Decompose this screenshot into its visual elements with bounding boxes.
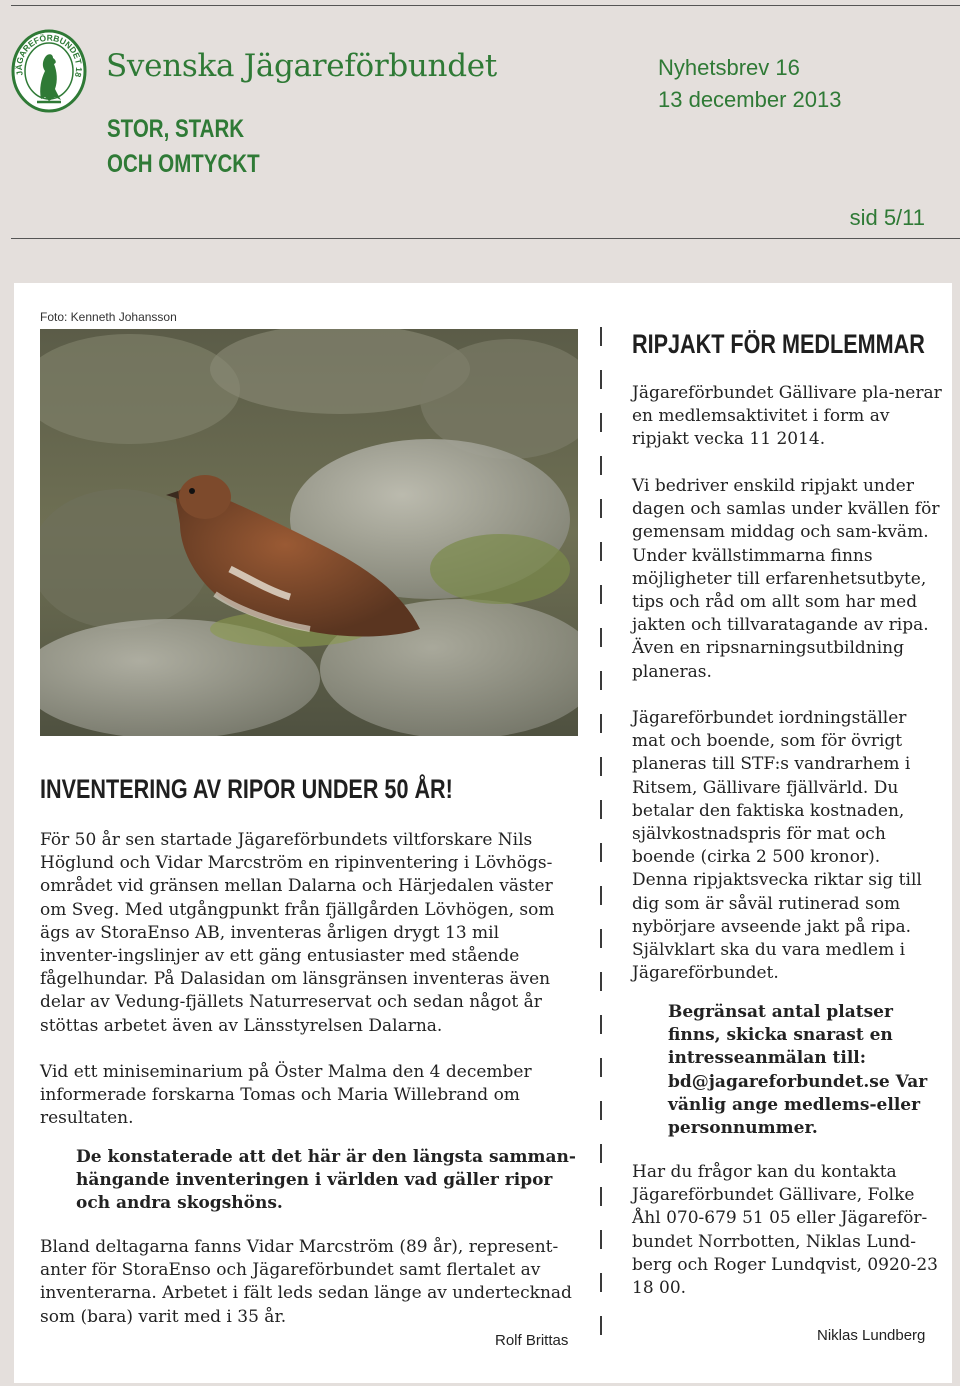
header-rule [11,238,960,239]
association-logo [11,29,87,113]
issue-number: Nyhetsbrev 16 [658,55,800,80]
ptarmigan-photo [40,329,578,736]
left-paragraph-4: Bland deltagarna fanns Vidar Marcström (89 år), represent-anter för StoraEnso och Jägareförbundet samt flertalet av inventerarna. Arbetet i fält leds sedan länge av undertecknad som (bara) varit med i 35 år. [40,1237,572,1327]
logo-text: JÄGAREFÖRBUNDET 18 [13,32,85,79]
right-signature: Niklas Lundberg [817,1327,926,1344]
issue-info [658,52,841,116]
photo-credit: Foto: Kenneth Johansson [40,310,177,324]
tagline [107,112,260,182]
right-paragraph-3: Jägareförbundet iordningställer mat och boende, som för övrigt planeras till STF:s vandrarhem i Ritsem, Gällivare fjällvärld. Du betalar den faktiska kostnaden, självkostnadspris för mat och boende (cirka 2 500 kronor). Denna ripjaktsvecka riktar sig till dig som är såväl rutinerad som nybörjare avseende jakt på ripa. Självklart ska du vara medlem i Jägareförbundet. [632,708,922,984]
issue-date: 13 december 2013 [658,87,842,112]
column-divider [600,327,602,1352]
left-highlight-quote: De konstaterade att det här är den längsta samman-hängande inventeringen i världen vad gäller ripor och andra skogshöns. [76,1147,576,1214]
left-signature: Rolf Brittas [495,1332,569,1349]
right-paragraph-5: Har du frågor kan du kontakta Jägareförbundet Gällivare, Folke Åhl 070-679 51 05 eller Jägareför-bundet Norrbotten, Niklas Lund-berg och Roger Lundqvist, 0920-23 18 00. [632,1162,938,1299]
top-rule [11,5,960,6]
left-paragraph-1: För 50 år sen startade Jägareförbundets viltforskare Nils Höglund och Vidar Marcström en ripinventering i Lövhögs-området vid gränsen mellan Dalarna och Härjedalen väster om Sveg. Med utgångpunkt från fjällgården Lövhögen, som ägs av StoraEnso AB, inventeras årligen drygt 13 mil inventer-ingslinjer av ett gäng entusiaster med stående fågelhundar. På Dalasidan om länsgränsen inventeras även delar av Vedung-fjällets Naturreservat och sedan något år stöttas arbetet även av Länsstyrelsen Dalarna. [40,830,555,1036]
tagline-line-2: OCH OMTYCKT [107,150,260,178]
organization-name: Svenska Jägareförbundet [106,48,497,84]
tagline-line-1: STOR, STARK [107,115,245,143]
left-headline: INVENTERING AV RIPOR UNDER 50 ÅR! [40,774,453,804]
right-paragraph-2: Vi bedriver enskild ripjakt under dagen och samlas under kvällen för gemensam middag och sam-kväm. Under kvällstimmarna finns möjligheter till erfarenhetsutbyte, tips och råd om allt som har med jakten och tillvaratagande av ripa. Även en ripsnarningsutbildning planeras. [632,476,940,682]
right-headline: RIPJAKT FÖR MEDLEMMAR [632,329,925,359]
right-paragraph-1: Jägareförbundet Gällivare pla-nerar en medlemsaktivitet i form av ripjakt vecka 11 2014. [632,383,942,450]
left-paragraph-2: Vid ett miniseminarium på Öster Malma den 4 december informerade forskarna Tomas och Maria Willebrand om resultaten. [40,1062,532,1129]
page-number: sid 5/11 [849,205,925,230]
right-signup-callout: Begränsat antal platser finns, skicka snarast en intresseanmälan till: bd@jagareforbundet.se Var vänlig ange medlems-eller personnummer. [668,1002,928,1139]
